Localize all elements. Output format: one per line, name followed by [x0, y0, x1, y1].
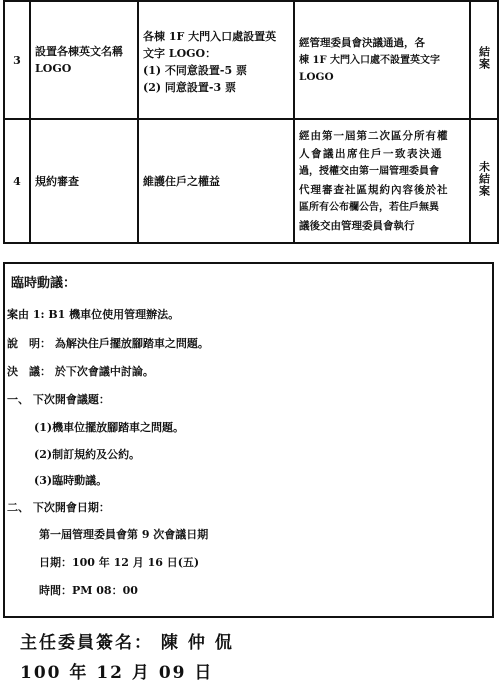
resolution-line: 區所有公布欄公告，若住戶無異	[299, 202, 439, 213]
next-topic-item: (2)制訂規約及公約。	[34, 448, 141, 461]
proposal-line: 各棟 1F 大門入口處設置英	[143, 30, 277, 43]
extempore-section	[3, 262, 494, 618]
meeting-time: 時間：PM 08：00	[39, 584, 138, 597]
status-cell	[470, 1, 498, 119]
proposal-line: 維護住戶之權益	[143, 174, 220, 188]
row-number: 3	[4, 1, 30, 119]
resolve-line: 決 議： 於下次會議中討論。	[7, 365, 154, 378]
next-date-heading: 二、 下次開會日期：	[7, 501, 110, 514]
minutes-table	[3, 0, 499, 244]
meeting-date: 日期：100 年 12 月 16 日(五)	[39, 556, 200, 569]
next-topics-heading: 一、 下次開會議題：	[7, 393, 110, 406]
table-row	[4, 119, 498, 243]
resolution-line: 過，授權交由第一屆管理委員會	[299, 166, 439, 177]
status-cell	[470, 119, 498, 243]
status-text: 結案	[477, 45, 491, 70]
item-line: LOGO	[35, 62, 72, 75]
meeting-name: 第一屆管理委員會第 9 次會議日期	[39, 528, 209, 541]
resolution-line: 人會議出席住戶一致表決通	[299, 148, 443, 160]
item-line: 規約審查	[35, 174, 79, 188]
item-line: 設置各棟英文名稱	[35, 45, 123, 58]
next-topic-item: (3)臨時動議。	[34, 474, 108, 487]
chair-signature: 主任委員簽名： 陳 仲 侃	[20, 633, 234, 653]
proposal-line: (1) 不同意設置-5 票	[143, 64, 247, 77]
table-row	[4, 1, 498, 119]
resolution-line: 經管理委員會決議通過，各	[299, 36, 425, 49]
resolution-line: 經由第一屆第二次區分所有權	[299, 130, 449, 142]
resolution-line: 議後交由管理委員會執行	[299, 220, 415, 232]
resolution-line: 棟 1F 大門入口處不設置英文字	[299, 54, 441, 66]
status-text: 未結案	[477, 160, 491, 197]
signature-date: 100 年 12 月 09 日	[20, 663, 214, 683]
extempore-title: 臨時動議：	[11, 276, 77, 291]
resolution-cell	[294, 119, 470, 243]
proposal-cell	[138, 119, 294, 243]
proposal-line: 文字 LOGO：	[143, 47, 217, 60]
proposal-line: (2) 同意設置-3 票	[143, 81, 236, 94]
item-cell	[30, 1, 138, 119]
case-line: 案由 1: B1 機車位使用管理辦法。	[7, 308, 180, 321]
item-cell	[30, 119, 138, 243]
resolution-line: 代理審查社區規約內容後於社	[299, 184, 449, 196]
proposal-cell	[138, 1, 294, 119]
next-topic-item: (1)機車位擺放腳踏車之問題。	[34, 421, 185, 434]
resolution-cell	[294, 1, 470, 119]
resolution-line: LOGO	[299, 70, 334, 83]
explain-line: 說 明： 為解決住戶擺放腳踏車之問題。	[7, 337, 209, 350]
row-number: 4	[4, 119, 30, 243]
